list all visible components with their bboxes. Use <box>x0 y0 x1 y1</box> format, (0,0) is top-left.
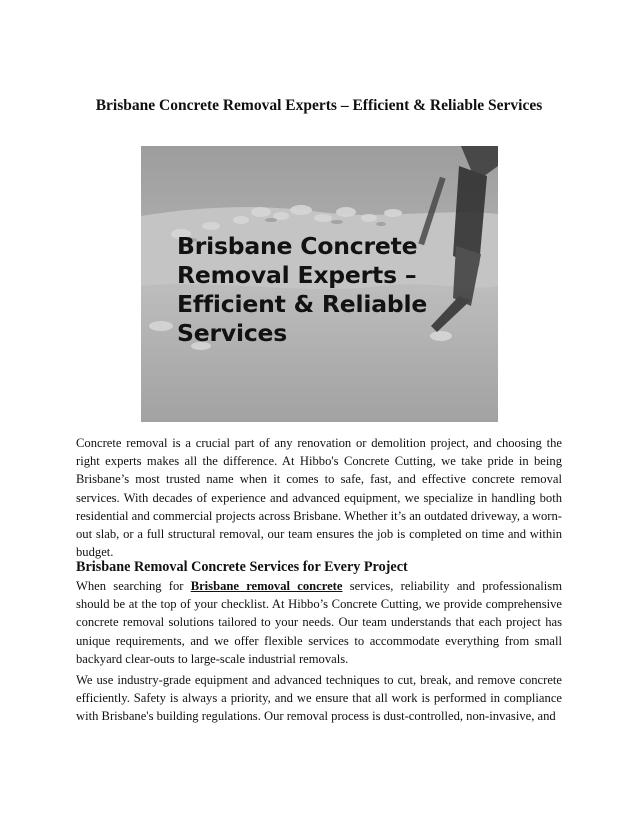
intro-paragraph: Concrete removal is a crucial part of any renovation or demolition project, and choosing the right experts makes all the difference. At Hibbo's Concrete Cutting, we take pride in being Brisbane’s most trusted name when it comes to safe, fast, and effective concrete removal services. With decades of experience and advanced equipment, we specialize in handling both residential and commercial projects across Brisbane. Whether it’s an outdated driveway, a worn-out slab, or a full structural removal, our team ensures the job is completed on time and within budget. <box>76 436 562 560</box>
hero-overlay-text <box>177 232 477 348</box>
section-heading: Brisbane Removal Concrete Services for Every Project <box>76 559 408 575</box>
services-paragraph-block <box>76 577 562 668</box>
hero-image <box>141 146 498 422</box>
services-text-before-link: When searching for <box>76 579 191 593</box>
intro-paragraph-block <box>76 434 562 561</box>
document-title: Brisbane Concrete Removal Experts – Efficient & Reliable Services <box>95 97 543 114</box>
services-text-after-link: services, reliability and professionalism should be at the top of your checklist. At Hibbo’s Concrete Cutting, we provide comprehensive concrete removal solutions tailored to your needs. Our team understands that each project has unique requirements, and we offer flexible services to accommodate everything from small backyard clear-outs to large-scale industrial removals. <box>76 579 562 666</box>
hero-line-2: Removal Experts – <box>177 261 417 289</box>
hero-line-1: Brisbane Concrete <box>177 232 418 260</box>
services-paragraph <box>76 577 562 668</box>
brisbane-removal-concrete-link[interactable]: Brisbane removal concrete <box>190 579 343 593</box>
hero-line-4: Services <box>177 319 288 347</box>
equipment-paragraph: We use industry-grade equipment and advanced techniques to cut, break, and remove concrete efficiently. Safety is always a priority, and we ensure that all work is performed in compliance with Brisbane's building regulations. Our removal process is dust-controlled, non-invasive, and <box>76 673 562 724</box>
equipment-paragraph-block <box>76 671 562 726</box>
hero-line-3: Efficient & Reliable <box>177 290 428 318</box>
